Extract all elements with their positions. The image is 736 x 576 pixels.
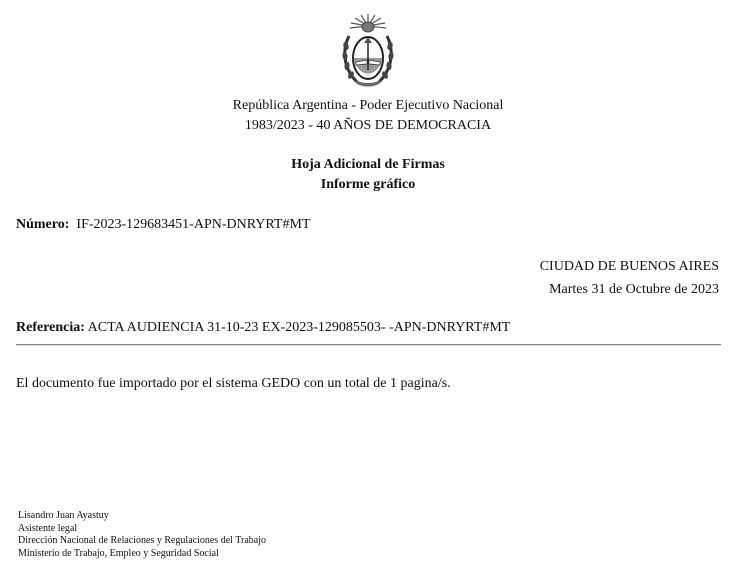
city-text: CIUDAD DE BUENOS AIRES bbox=[539, 259, 719, 274]
signer-role: Asistente legal bbox=[18, 522, 78, 534]
document-title: Hoja Adicional de Firmas bbox=[291, 157, 445, 172]
numero-value: IF-2023-129683451-APN-DNRYRT#MT bbox=[76, 217, 311, 232]
signer-department: Dirección Nacional de Relaciones y Regulaciones del Trabajo bbox=[18, 535, 266, 546]
body-text: El documento fue importado por el sistema GEDO con un total de 1 pagina/s. bbox=[16, 376, 451, 391]
header-line-1: República Argentina - Poder Ejecutivo Nacional bbox=[232, 98, 504, 113]
date-text: Martes 31 de Octubre de 2023 bbox=[549, 282, 719, 297]
numero-field bbox=[16, 215, 310, 234]
header-line-2: 1983/2023 - 40 AÑOS DE DEMOCRACIA bbox=[244, 118, 492, 133]
coat-of-arms-icon bbox=[339, 12, 397, 92]
signer-ministry: Ministerio de Trabajo, Empleo y Seguridad Social bbox=[18, 547, 219, 559]
signer-name: Lisandro Juan Ayastuy bbox=[18, 510, 109, 521]
signature-block bbox=[18, 510, 266, 560]
referencia-label: Referencia: bbox=[16, 320, 85, 335]
referencia-field bbox=[16, 318, 510, 337]
numero-label: Número: bbox=[16, 217, 70, 232]
document-subtitle: Informe gráfico bbox=[320, 177, 416, 192]
divider-line bbox=[16, 344, 721, 346]
referencia-value: ACTA AUDIENCIA 31-10-23 EX-2023-129085503- -APN-DNRYRT#MT bbox=[87, 320, 511, 335]
